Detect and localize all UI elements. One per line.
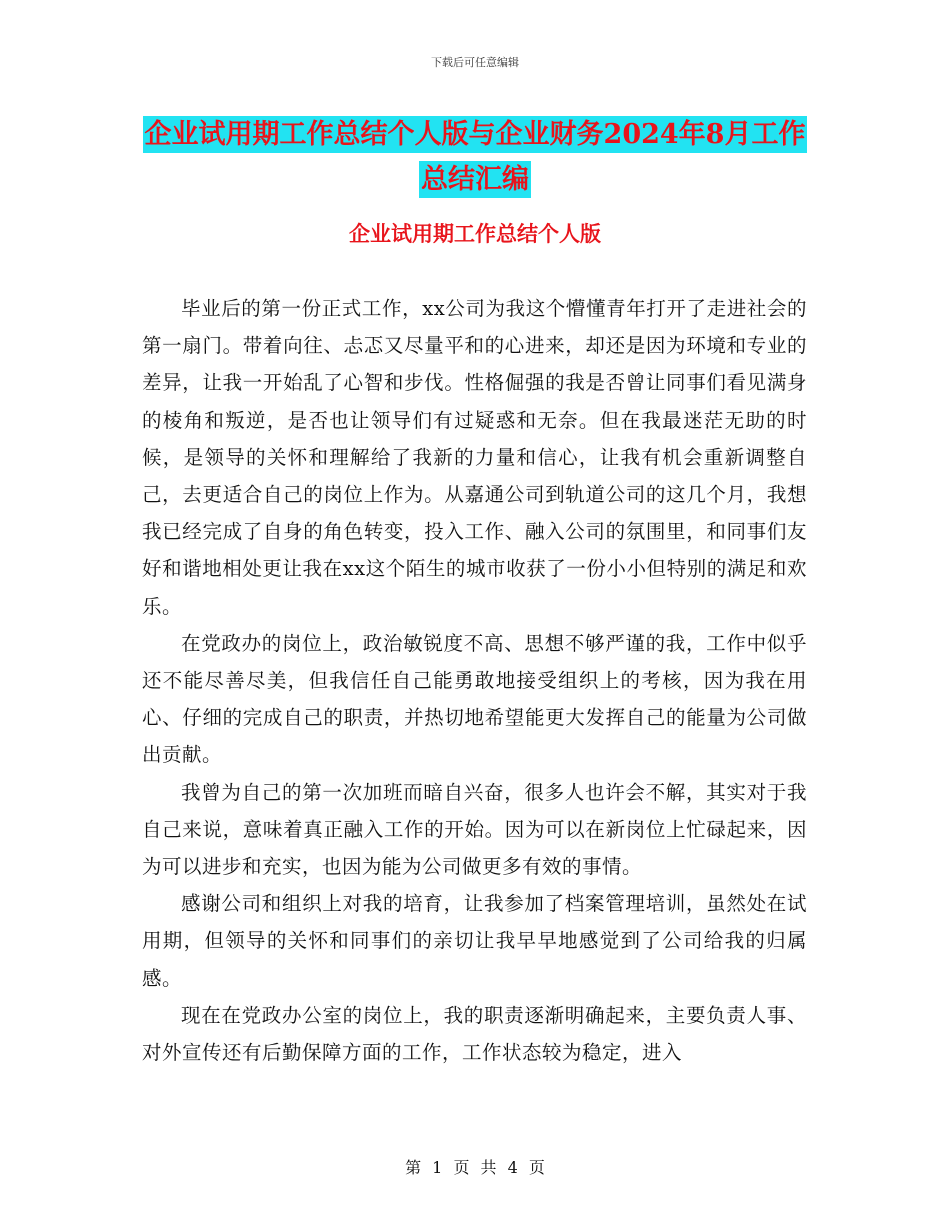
page-header-note: 下载后可任意编辑 [431,56,519,69]
page-number-footer: 第 1 页 共 4 页 [405,1158,545,1177]
paragraph: 在党政办的岗位上，政治敏锐度不高、思想不够严谨的我，工作中似乎还不能尽善尽美，但我信任自己能勇敢地接受组织上的考核，因为我在用心、仔细的完成自己的职责，并热切地希望能更大发挥自己的能量为公司做出贡献。 [142,631,807,767]
section-title: 企业试用期工作总结个人版 [349,221,601,246]
paragraph: 我曾为自己的第一次加班而暗自兴奋，很多人也许会不解，其实对于我自己来说，意味着真正融入工作的开始。因为可以在新岗位上忙碌起来，因为可以进步和充实，也因为能为公司做更多有效的事情。 [142,780,807,879]
document-title-text: 企业试用期工作总结个人版与企业财务2024年8月工作总结汇编 [143,116,808,198]
document-title [140,112,810,202]
document-body [142,290,807,1071]
paragraph: 现在在党政办公室的岗位上，我的职责逐渐明确起来，主要负责人事、对外宣传还有后勤保障方面的工作，工作状态较为稳定，进入 [142,1003,807,1065]
paragraph: 毕业后的第一份正式工作，xx公司为我这个懵懂青年打开了走进社会的第一扇门。带着向往、忐忑又尽量平和的心进来，却还是因为环境和专业的差异，让我一开始乱了心智和步伐。性格倔强的我是否曾让同事们看见满身的棱角和叛逆，是否也让领导们有过疑惑和无奈。但在我最迷茫无助的时候，是领导的关怀和理解给了我新的力量和信心，让我有机会重新调整自己，去更适合自己的岗位上作为。从嘉通公司到轨道公司的这几个月，我想我已经完成了自身的角色转变，投入工作、融入公司的氛围里，和同事们友好和谐地相处更让我在xx这个陌生的城市收获了一份小小但特别的满足和欢乐。 [142,297,807,618]
paragraph: 感谢公司和组织上对我的培育，让我参加了档案管理培训，虽然处在试用期，但领导的关怀和同事们的亲切让我早早地感觉到了公司给我的归属感。 [142,892,807,990]
